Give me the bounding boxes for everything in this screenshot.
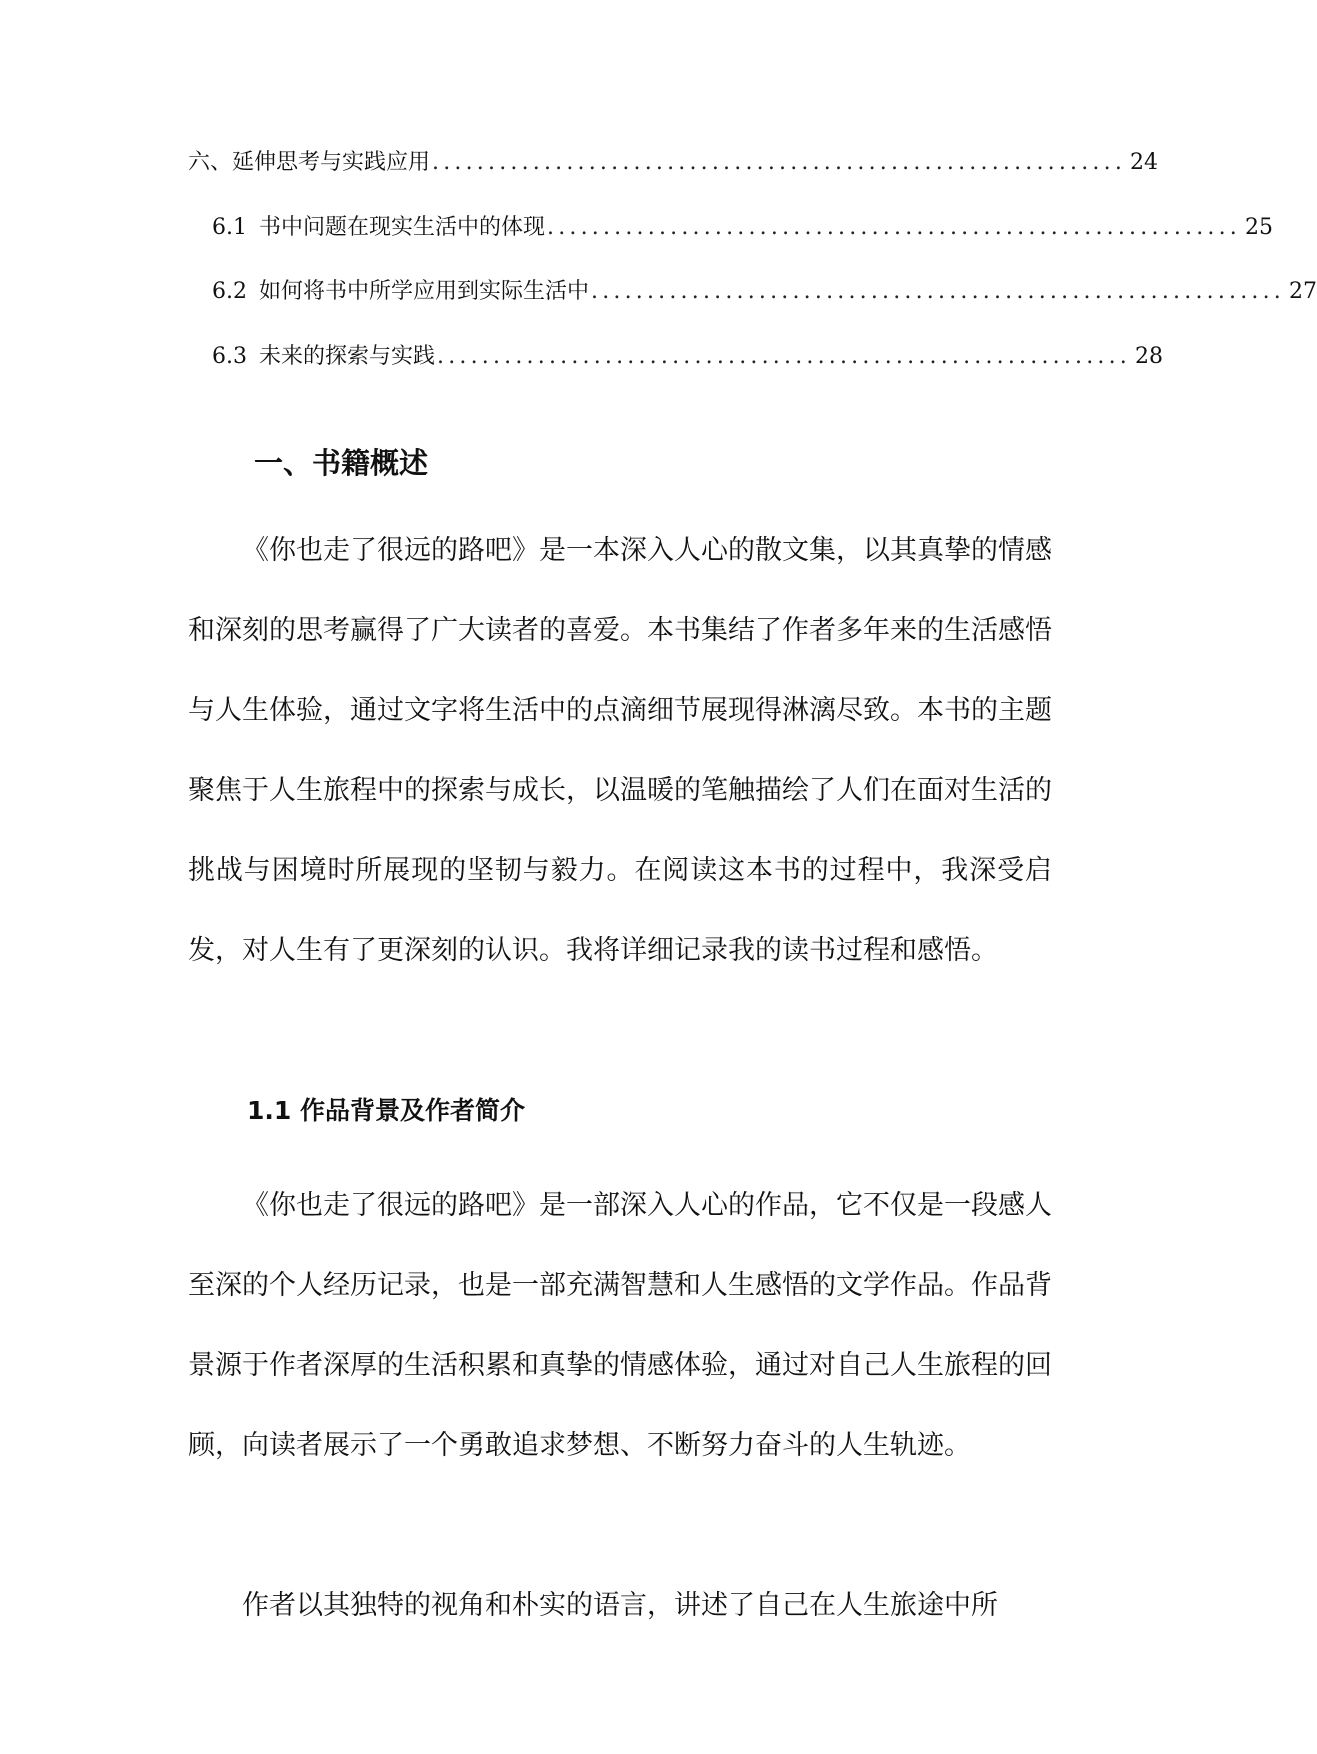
toc-entry[interactable] bbox=[188, 213, 1273, 278]
body-paragraph: 作者以其独特的视角和朴实的语言，讲述了自己在人生旅途中所 bbox=[242, 1590, 998, 1621]
toc-page-number: 28 bbox=[1135, 343, 1163, 369]
toc-dot-leader: .............................................................. bbox=[547, 214, 1241, 240]
subsection-heading: 1.1 作品背景及作者简介 bbox=[247, 1096, 525, 1125]
toc-entry-title: 6.1 书中问题在现实生活中的体现 bbox=[212, 214, 546, 240]
body-paragraph: 《你也走了很远的路吧》是一部深入人心的作品，它不仅是一段感人至深的个人经历记录，也是一部充满智慧和人生感悟的文学作品。作品背景源于作者深厚的生活积累和真挚的情感体验，通过对自己人生旅程的回顾，向读者展示了一个勇敢追求梦想、不断努力奋斗的人生轨迹。 bbox=[188, 1190, 1052, 1461]
body-paragraph: 《你也走了很远的路吧》是一本深入人心的散文集，以其真挚的情感和深刻的思考赢得了广大读者的喜爱。本书集结了作者多年来的生活感悟与人生体验，通过文字将生活中的点滴细节展现得淋漓尽致。本书的主题聚焦于人生旅程中的探索与成长，以温暖的笔触描绘了人们在面对生活的挑战与困境时所展现的坚韧与毅力。在阅读这本书的过程中，我深受启发，对人生有了更深刻的认识。我将详细记录我的读书过程和感悟。 bbox=[188, 535, 1052, 966]
toc-dot-leader: .............................................................. bbox=[591, 279, 1285, 304]
toc-entry[interactable] bbox=[188, 148, 1159, 213]
toc-entry-title: 6.2 如何将书中所学应用到实际生活中 bbox=[212, 279, 590, 304]
toc-entry[interactable] bbox=[188, 277, 1317, 342]
toc-page-number: 27 bbox=[1289, 279, 1317, 304]
toc-page-number: 24 bbox=[1130, 150, 1159, 175]
toc-page-number: 25 bbox=[1245, 214, 1273, 240]
section-heading: 一、书籍概述 bbox=[254, 446, 429, 480]
toc-entry[interactable] bbox=[188, 342, 1163, 407]
table-of-contents bbox=[188, 148, 1317, 406]
toc-dot-leader: .............................................................. bbox=[437, 343, 1131, 369]
toc-entry-title: 六、延伸思考与实践应用 bbox=[188, 150, 431, 175]
toc-dot-leader: .............................................................. bbox=[432, 150, 1127, 175]
toc-entry-title: 6.3 未来的探索与实践 bbox=[212, 343, 436, 369]
